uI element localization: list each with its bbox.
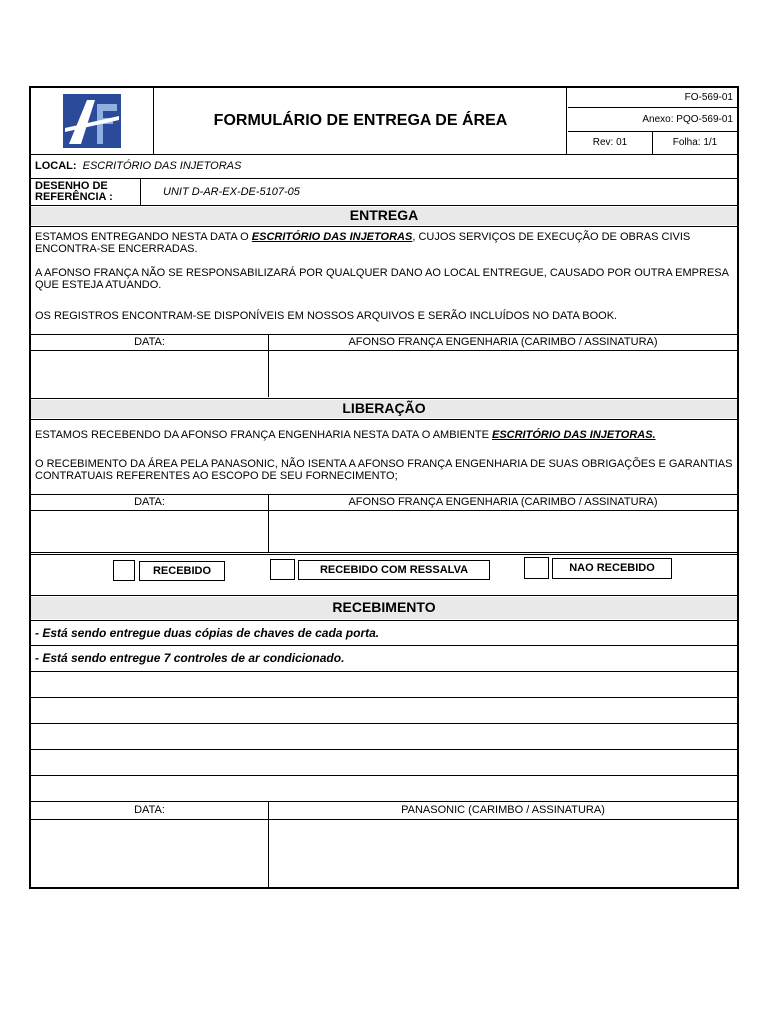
section-recebimento <box>31 595 737 621</box>
liberacao-area-name: ESCRITÓRIO DAS INJETORAS. <box>492 429 656 441</box>
local-row <box>35 158 735 174</box>
recebimento-title: RECEBIMENTO <box>332 599 436 615</box>
received-checkbox[interactable] <box>113 560 135 581</box>
revision: Rev: 01 <box>568 132 653 154</box>
recebimento-item-2: - Está sendo entregue 7 controles de ar condicionado. <box>35 651 345 665</box>
recebimento-blank-line-1[interactable] <box>31 672 737 697</box>
recebimento-blank-line-4[interactable] <box>31 750 737 775</box>
recebimento-date-label: DATA: <box>134 804 165 816</box>
section-liberacao <box>31 398 737 420</box>
local-value: ESCRITÓRIO DAS INJETORAS <box>82 160 242 172</box>
recebimento-blank-line-3[interactable] <box>31 724 737 749</box>
received-label: RECEBIDO <box>139 561 225 581</box>
received-with-reservation-checkbox[interactable] <box>270 559 295 580</box>
drawing-label <box>31 179 141 205</box>
entrega-sign-label: AFONSO FRANÇA ENGENHARIA (CARIMBO / ASSINATURA) <box>348 336 658 348</box>
recebimento-blank-line-5[interactable] <box>31 776 737 801</box>
recebimento-date-field[interactable] <box>31 820 268 887</box>
sheet-number: Folha: 1/1 <box>672 137 718 148</box>
form-title: FORMULÁRIO DE ENTREGA DE ÁREA <box>155 88 567 154</box>
not-received-checkbox[interactable] <box>524 557 549 579</box>
entrega-date-label: DATA: <box>134 336 165 348</box>
liberacao-date-label: DATA: <box>134 496 165 508</box>
liberacao-sign-label: AFONSO FRANÇA ENGENHARIA (CARIMBO / ASSINATURA) <box>348 496 658 508</box>
liberacao-date-field[interactable] <box>31 511 268 552</box>
liberacao-paragraph-1: ESTAMOS RECEBENDO DA AFONSO FRANÇA ENGENHARIA NESTA DATA O AMBIENTE ESCRITÓRIO DAS INJETORAS. <box>35 429 656 441</box>
entrega-area-name: ESCRITÓRIO DAS INJETORAS <box>251 231 413 243</box>
delivery-form <box>29 86 739 889</box>
logo-cell <box>31 88 154 154</box>
liberacao-paragraph-2: O RECEBIMENTO DA ÁREA PELA PANASONIC, NÃO ISENTA A AFONSO FRANÇA ENGENHARIA DE SUAS OBRIGAÇÕES E GARANTIAS CONTRATUAIS REFERENTES AO ESCOPO DE SEU FORNECIMENTO; <box>35 458 733 482</box>
received-with-reservation-label: RECEBIDO COM RESSALVA <box>298 560 490 580</box>
local-label: LOCAL: <box>35 160 77 172</box>
entrega-paragraph-3: OS REGISTROS ENCONTRAM-SE DISPONÍVEIS EM NOSSOS ARQUIVOS E SERÃO INCLUÍDOS NO DATA BOOK. <box>35 310 618 322</box>
liberacao-signature-field[interactable] <box>269 511 737 552</box>
entrega-paragraph-1: ESTAMOS ENTREGANDO NESTA DATA O ESCRITÓRIO DAS INJETORAS, CUJOS SERVIÇOS DE EXECUÇÃO DE OBRAS CIVIS ENCONTRA-SE ENCERRADAS. <box>35 231 691 255</box>
liberacao-title: LIBERAÇÃO <box>342 400 426 416</box>
drawing-value: UNIT D-AR-EX-DE-5107-05 <box>163 186 300 198</box>
drawing-label-line1: DESENHO DE <box>35 180 108 192</box>
company-logo <box>61 92 123 150</box>
recebimento-item-1: - Está sendo entregue duas cópias de chaves de cada porta. <box>35 626 380 640</box>
entrega-paragraph-2: A AFONSO FRANÇA NÃO SE RESPONSABILIZARÁ POR QUALQUER DANO AO LOCAL ENTREGUE, CAUSADO POR OUTRA EMPRESA QUE ESTEJA ATUANDO. <box>35 267 729 291</box>
recebimento-signature-field[interactable] <box>269 820 737 887</box>
recebimento-sign-label: PANASONIC (CARIMBO / ASSINATURA) <box>401 804 605 816</box>
drawing-label-line2: REFERÊNCIA : <box>35 191 113 203</box>
section-entrega <box>31 205 737 227</box>
entrega-title: ENTREGA <box>349 207 419 223</box>
entrega-date-field[interactable] <box>31 351 268 397</box>
recebimento-blank-line-2[interactable] <box>31 698 737 723</box>
entrega-signature-field[interactable] <box>269 351 737 397</box>
not-received-label: NAO RECEBIDO <box>552 558 672 579</box>
form-code: FO-569-01 <box>568 88 737 108</box>
annex-code: Anexo: PQO-569-01 <box>568 108 737 132</box>
